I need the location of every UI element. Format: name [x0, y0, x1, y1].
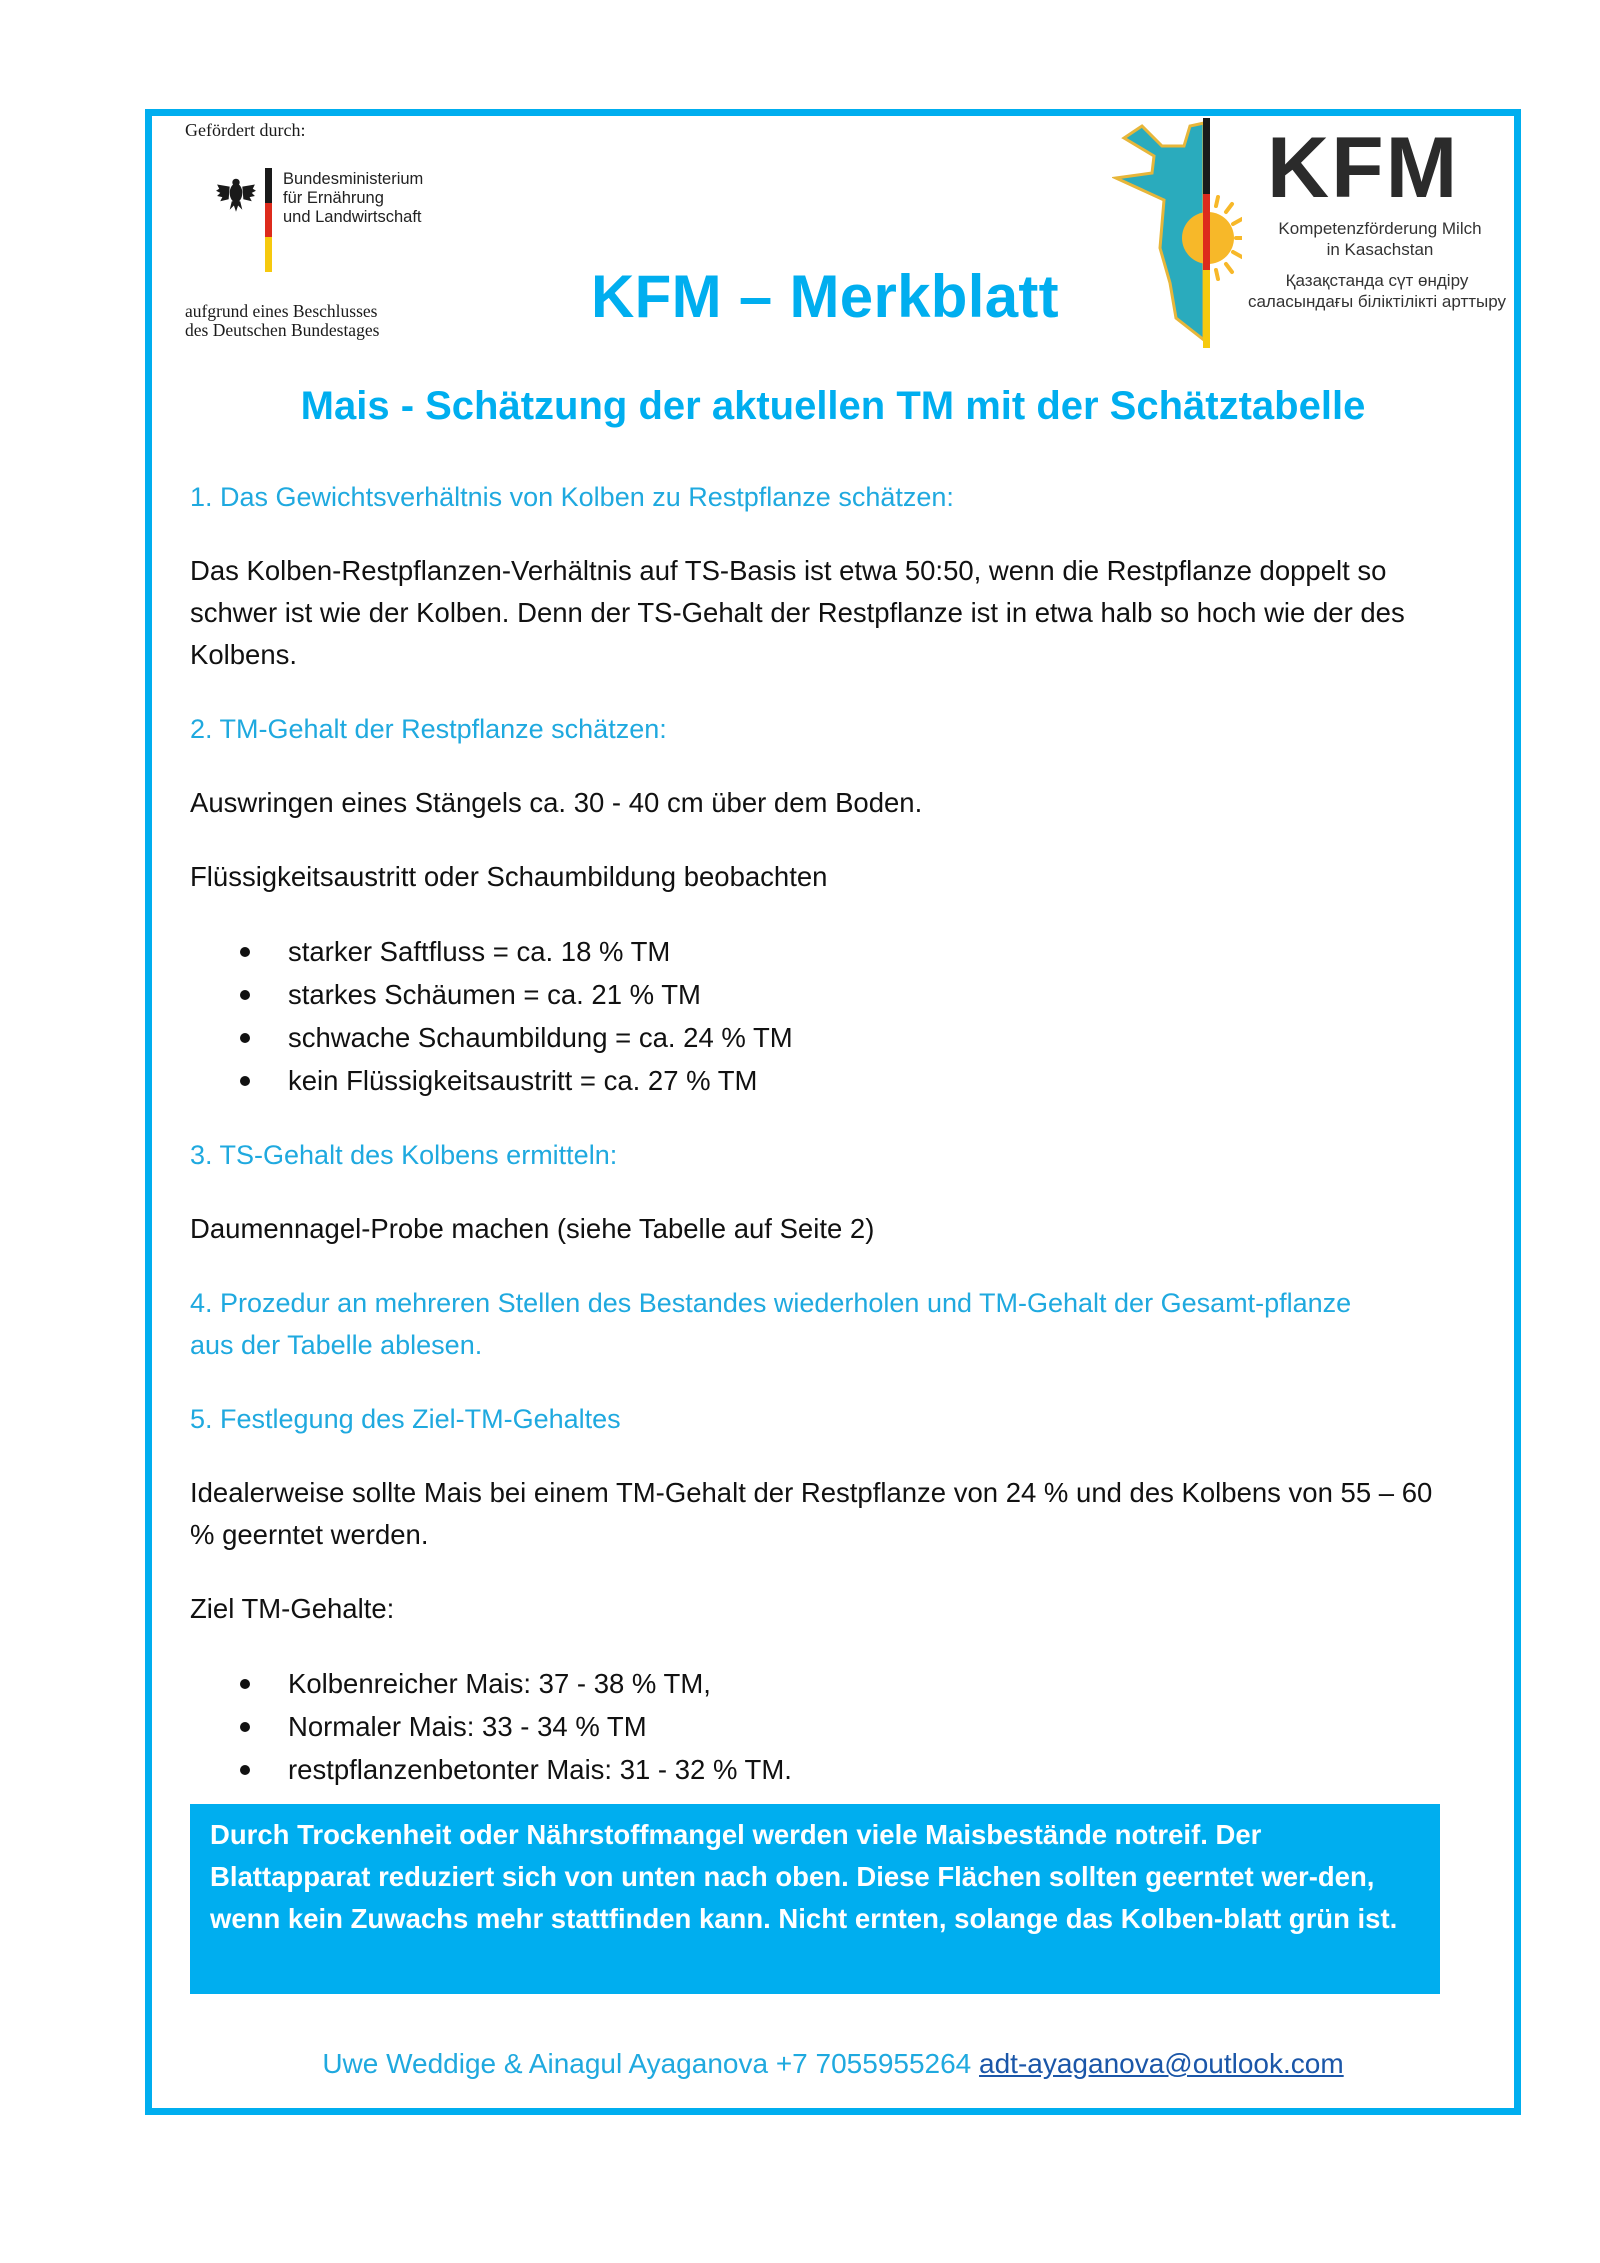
kfm-abbreviation: KFM [1267, 120, 1460, 216]
federal-eagle-icon [215, 174, 257, 216]
document-subtitle: Mais - Schätzung der aktuellen TM mit der Schätztabelle [300, 384, 1366, 428]
kfm-german-name: Kompetenzförderung Milch in Kasachstan [1278, 219, 1482, 259]
bullet-icon [240, 1765, 250, 1775]
section-4-heading: 4. Prozedur an mehreren Stellen des Bestandes wiederholen und TM-Gehalt der Gesamt-pflanze aus der Tabelle ablesen. [190, 1288, 1352, 1360]
list-item: starker Saftfluss = ca. 18 % TM [190, 930, 1460, 973]
drought-warning-callout [190, 1804, 1440, 1994]
contact-names-phone: Uwe Weddige & Ainagul Ayaganova +7 7055955264 [322, 2048, 972, 2079]
ministry-name: Bundesministerium für Ernährung und Landwirtschaft [283, 170, 424, 226]
section-5-text-2: Ziel TM-Gehalte: [190, 1593, 395, 1624]
funded-by-label: Gefördert durch: [185, 120, 306, 140]
section-2-heading: 2. TM-Gehalt der Restpflanze schätzen: [190, 714, 667, 744]
bundestag-resolution-note: aufgrund eines Beschlusses des Deutschen Bundestages [185, 301, 380, 340]
list-item: Normaler Mais: 33 - 34 % TM [190, 1705, 1460, 1748]
list-item: restpflanzenbetonter Mais: 31 - 32 % TM. [190, 1748, 1460, 1791]
email-link[interactable]: adt-ayaganova@outlook.com [979, 2048, 1344, 2079]
bullet-icon [240, 1722, 250, 1732]
callout-text: Durch Trockenheit oder Nährstoffmangel werden viele Maisbestände notreif. Der Blattapparat reduziert sich von unten nach oben. Diese Flächen sollten geerntet wer-den, wenn kein Zuwachs mehr stattfinden kann. Nicht ernten, solange das Kolben-blatt grün ist. [210, 1819, 1398, 1934]
bullet-icon [240, 1679, 250, 1689]
bullet-icon [240, 947, 250, 957]
section-2-text-2: Flüssigkeitsaustritt oder Schaumbildung beobachten [190, 861, 828, 892]
list-item: starkes Schäumen = ca. 21 % TM [190, 973, 1460, 1016]
kfm-logo [1112, 118, 1532, 348]
bullet-icon [240, 1076, 250, 1086]
section-2-bullet-list [190, 930, 1460, 1102]
cow-head-sun-icon [1112, 118, 1242, 348]
section-5-text-1: Idealerweise sollte Mais bei einem TM-Gehalt der Restpflanze von 24 % und des Kolbens von 55 – 60 % geerntet werden. [190, 1477, 1433, 1550]
document-body [190, 476, 1460, 1791]
main-title: KFM – Merkblatt [591, 263, 1059, 330]
section-1-heading: 1. Das Gewichtsverhältnis von Kolben zu Restpflanze schätzen: [190, 482, 954, 512]
list-item: schwache Schaumbildung = ca. 24 % TM [190, 1016, 1460, 1059]
section-3-heading: 3. TS-Gehalt des Kolbens ermitteln: [190, 1140, 618, 1170]
section-3-text: Daumennagel-Probe machen (siehe Tabelle auf Seite 2) [190, 1213, 875, 1244]
section-5-heading: 5. Festlegung des Ziel-TM-Gehaltes [190, 1404, 621, 1434]
bullet-icon [240, 1033, 250, 1043]
bullet-icon [240, 990, 250, 1000]
section-1-text: Das Kolben-Restpflanzen-Verhältnis auf TS-Basis ist etwa 50:50, wenn die Restpflanze doppelt so schwer ist wie der Kolben. Denn der TS-Gehalt der Restpflanze ist in etwa halb so hoch wie der des Kolbens. [190, 555, 1405, 670]
kfm-kazakh-name: Қазақстанда сүт өндіру саласындағы біліктілікті арттыру [1247, 271, 1507, 311]
contact-footer [145, 2048, 1521, 2080]
section-2-text-1: Auswringen eines Stängels ca. 30 - 40 cm über dem Boden. [190, 787, 923, 818]
german-flag-bar [265, 168, 272, 272]
list-item: Kolbenreicher Mais: 37 - 38 % TM, [190, 1662, 1460, 1705]
list-item: kein Flüssigkeitsaustritt = ca. 27 % TM [190, 1059, 1460, 1102]
section-5-bullet-list [190, 1662, 1460, 1791]
